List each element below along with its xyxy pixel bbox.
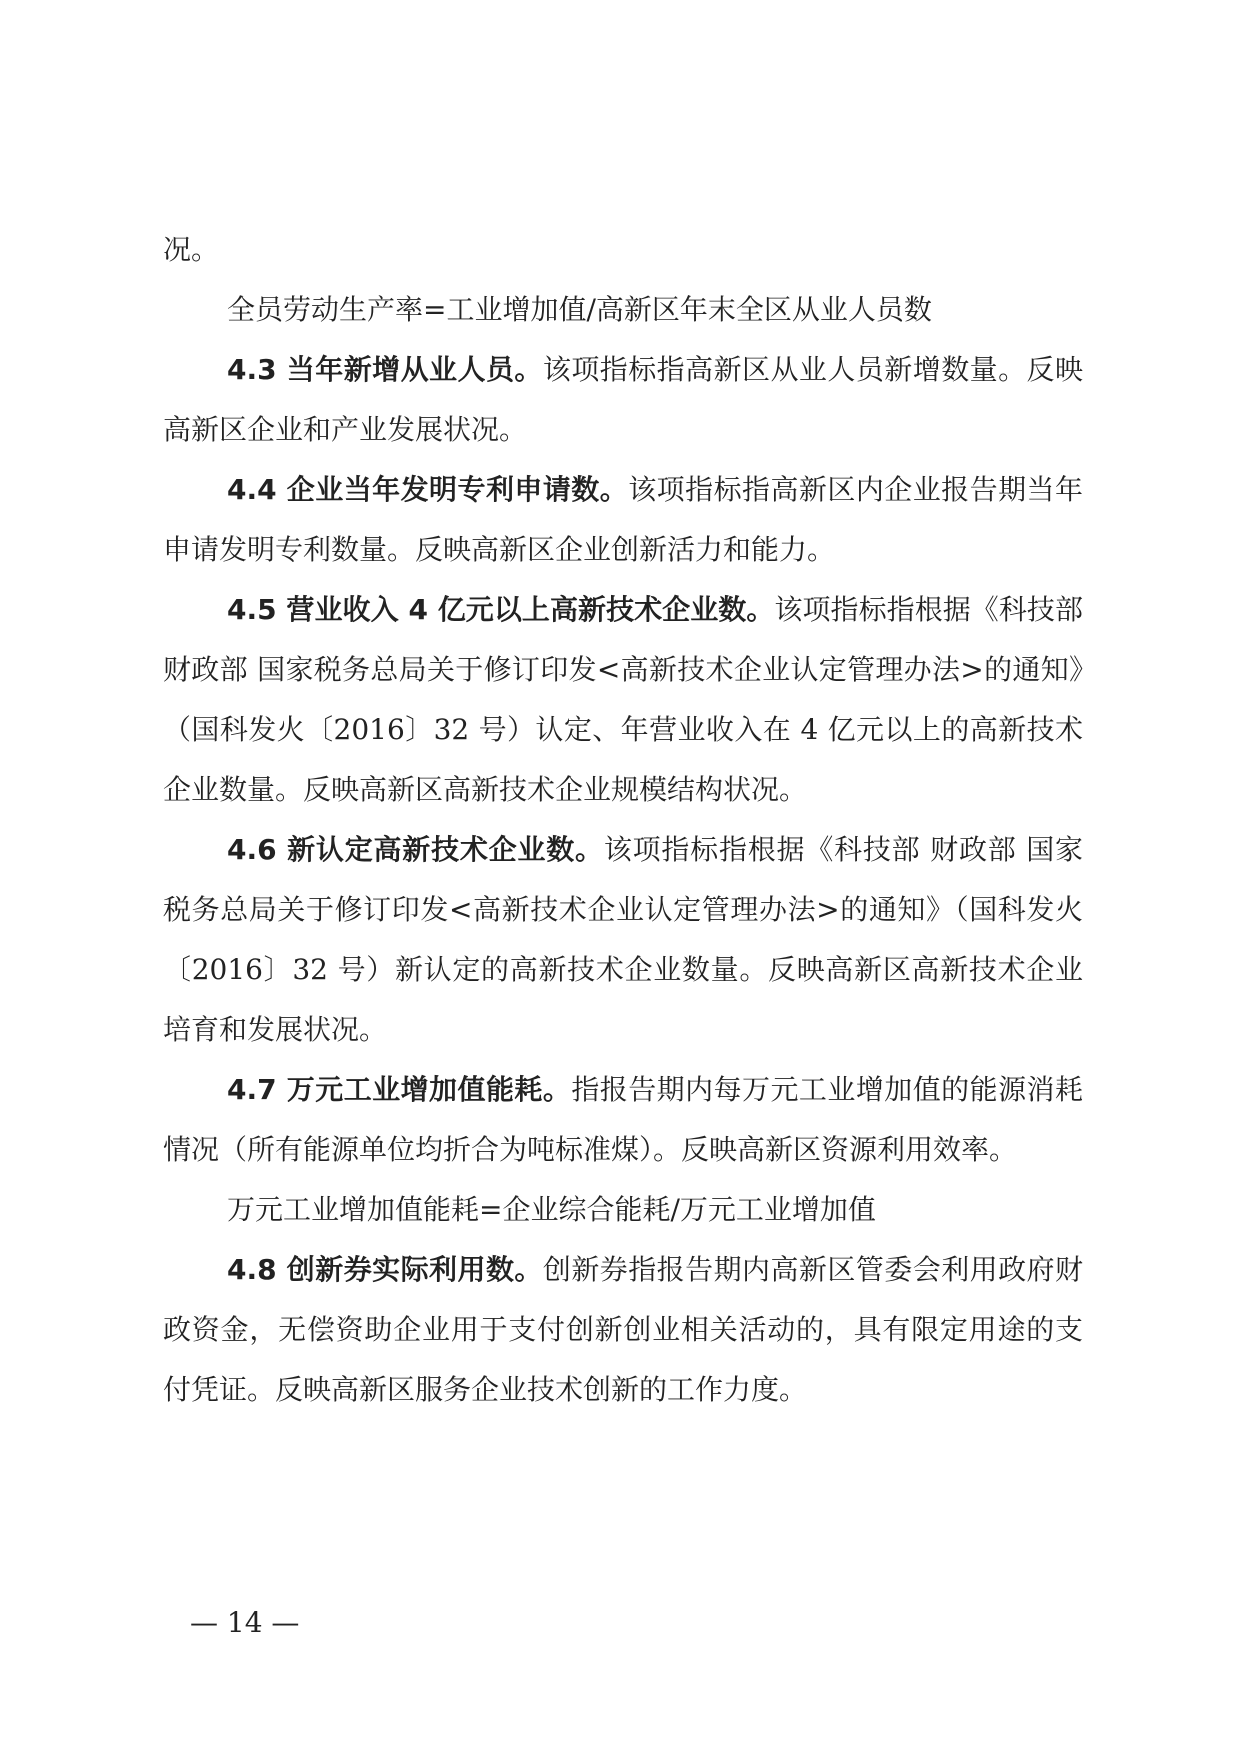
section-4-4 (163, 460, 1083, 580)
section-4-7 (163, 1060, 1083, 1180)
section-4-8 (163, 1240, 1083, 1420)
formula-text: 万元工业增加值能耗=企业综合能耗/万元工业增加值 (227, 1193, 876, 1226)
section-heading: 4.4 企业当年发明专利申请数。 (227, 473, 629, 506)
section-text: 该项指标指根据《科技部 财政部 国家税务总局关于修订印发<高新技术企业认定管理办法>的通知》（国科发火〔2016〕32 号）新认定的高新技术企业数量。反映高新区高新技术企业培育和发展状况。 (163, 833, 1083, 1046)
paragraph-continuation (163, 220, 1083, 280)
formula-text: 全员劳动生产率=工业增加值/高新区年末全区从业人员数 (227, 293, 932, 326)
section-text: 指报告期内每万元工业增加值的能源消耗情况（所有能源单位均折合为吨标准煤）。反映高新区资源利用效率。 (163, 1073, 1083, 1166)
page-number: — 14 — (190, 1606, 300, 1639)
section-text: 该项指标指高新区从业人员新增数量。反映高新区企业和产业发展状况。 (163, 353, 1083, 446)
section-4-6 (163, 820, 1083, 1060)
section-heading: 4.3 当年新增从业人员。 (227, 353, 543, 386)
section-heading: 4.5 营业收入 4 亿元以上高新技术企业数。 (227, 593, 775, 626)
section-heading: 4.8 创新券实际利用数。 (227, 1253, 543, 1286)
section-text: 该项指标指高新区内企业报告期当年申请发明专利数量。反映高新区企业创新活力和能力。 (163, 473, 1083, 566)
formula-labor-productivity (163, 280, 1083, 340)
section-4-5 (163, 580, 1083, 820)
paragraph-text: 况。 (163, 233, 220, 266)
section-heading: 4.7 万元工业增加值能耗。 (227, 1073, 572, 1106)
section-text: 创新券指报告期内高新区管委会利用政府财政资金，无偿资助企业用于支付创新创业相关活动的，具有限定用途的支付凭证。反映高新区服务企业技术创新的工作力度。 (163, 1253, 1083, 1406)
document-body (163, 220, 1083, 1420)
section-text: 该项指标指根据《科技部 财政部 国家税务总局关于修订印发<高新技术企业认定管理办法>的通知》（国科发火〔2016〕32 号）认定、年营业收入在 4 亿元以上的高新技术企业数量。反映高新区高新技术企业规模结构状况。 (163, 593, 1083, 806)
section-4-3 (163, 340, 1083, 460)
formula-energy-consumption (163, 1180, 1083, 1240)
section-heading: 4.6 新认定高新技术企业数。 (227, 833, 604, 866)
